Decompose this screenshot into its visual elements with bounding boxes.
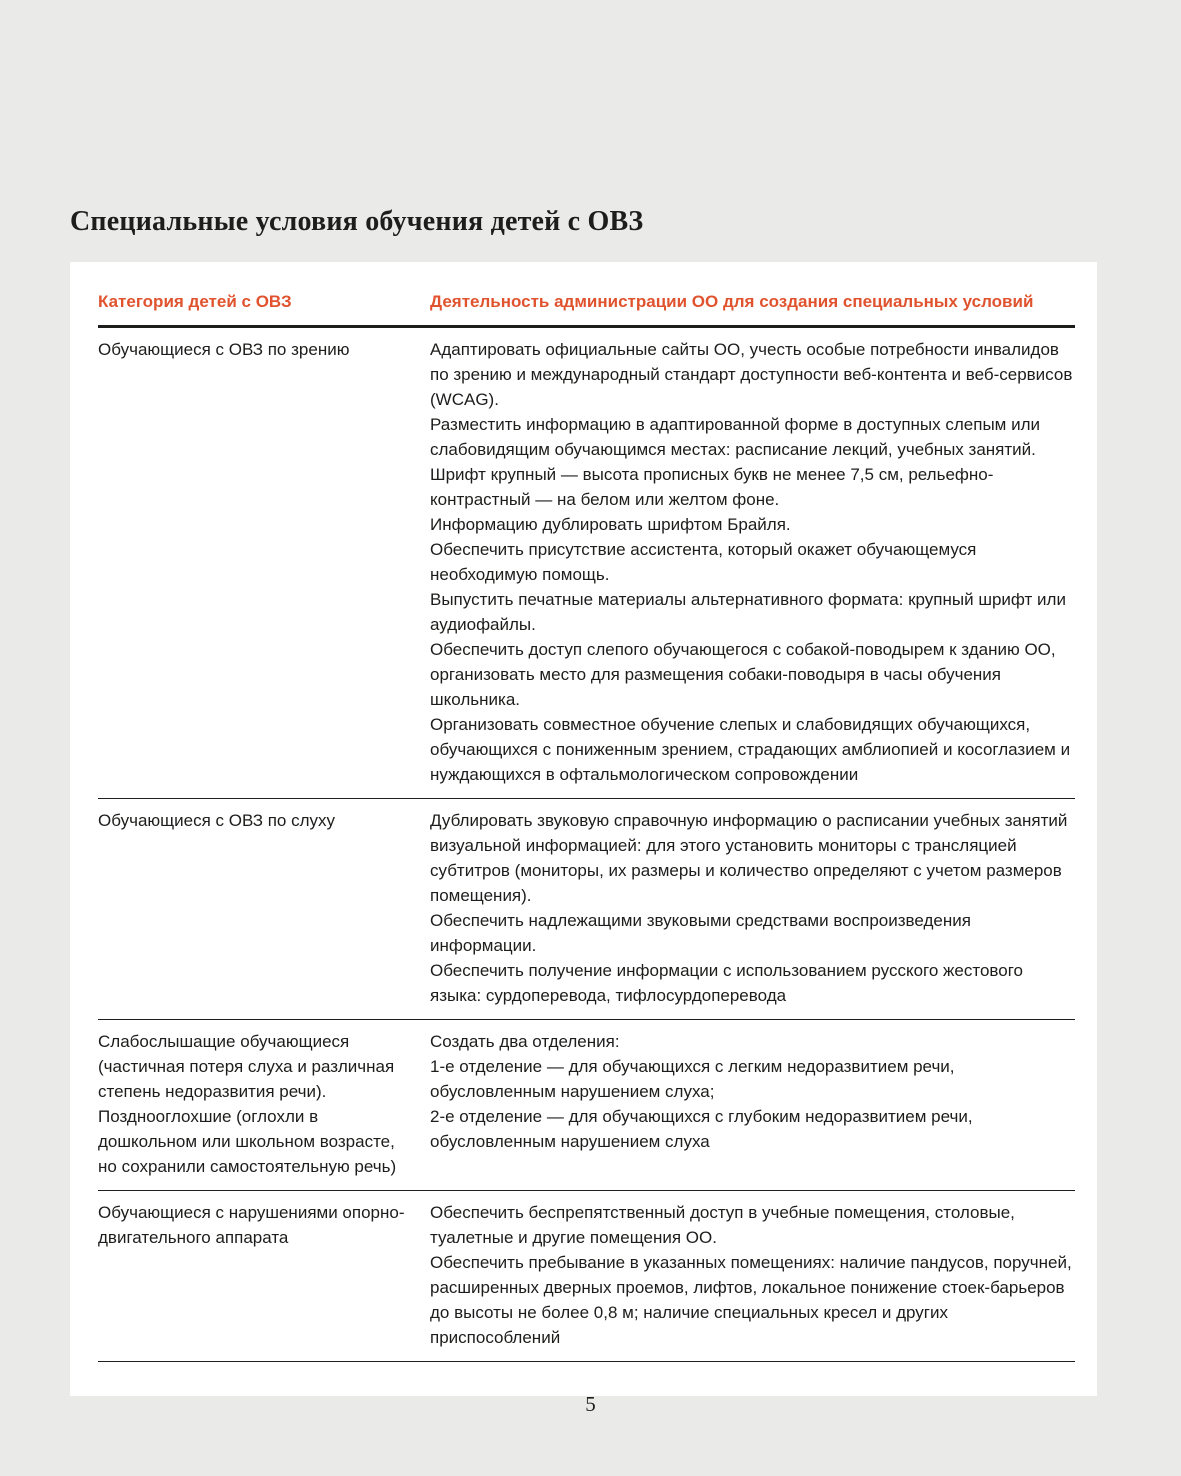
- action-item: Разместить информацию в адаптированной форме в доступных слепым или слабовидящим обучающимся местах: расписание лекций, учебных занятий.: [430, 415, 1040, 459]
- actions-cell: [430, 1191, 1075, 1362]
- action-item: Информацию дублировать шрифтом Брайля.: [430, 515, 791, 534]
- category-text: Позднооглохшие (оглохли в дошкольном или школьном возрасте, но сохранили самостоятельную речь): [98, 1107, 397, 1176]
- action-item: Шрифт крупный — высота прописных букв не менее 7,5 см, рельефно-контрастный — на белом или желтом фоне.: [430, 465, 994, 509]
- table-row: [98, 1020, 1075, 1191]
- action-item: Организовать совместное обучение слепых и слабовидящих обучающихся, обучающихся с пониженным зрением, страдающих амблиопией и косоглазием и нуждающихся в офтальмологическом сопровождении: [430, 715, 1071, 784]
- table-header-row: [98, 288, 1075, 327]
- table-row: [98, 1191, 1075, 1362]
- page-number: 5: [585, 1392, 596, 1416]
- category-cell: [98, 327, 430, 799]
- action-item: Адаптировать официальные сайты ОО, учесть особые потребности инвалидов по зрению и международный стандарт доступности веб-контента и веб-сервисов (WCAG).: [430, 340, 1073, 409]
- action-item: 1-е отделение — для обучающихся с легким недоразвитием речи, обусловленным нарушением слуха;: [430, 1057, 955, 1101]
- category-text: Обучающиеся с ОВЗ по слуху: [98, 811, 336, 830]
- table-header-category: Категория детей с ОВЗ: [98, 288, 430, 327]
- table-header-actions: Деятельность администрации ОО для создания специальных условий: [430, 288, 1075, 327]
- action-item: 2-е отделение — для обучающихся с глубоким недоразвитием речи, обусловленным нарушением слуха: [430, 1107, 973, 1151]
- table-row: [98, 799, 1075, 1020]
- special-conditions-table: [98, 288, 1075, 1362]
- category-text: Обучающиеся с нарушениями опорно-двигательного аппарата: [98, 1203, 405, 1247]
- actions-cell: [430, 327, 1075, 799]
- table-body: [98, 327, 1075, 1362]
- action-item: Обеспечить пребывание в указанных помещениях: наличие пандусов, поручней, расширенных дверных проемов, лифтов, локальное понижение стоек-барьеров до высоты не более 0,8 м; наличие специальных кресел и других приспособлений: [430, 1253, 1072, 1347]
- action-item: Обеспечить доступ слепого обучающегося с собакой-поводырем к зданию ОО, организовать место для размещения собаки-поводыря в часы обучения школьника.: [430, 640, 1056, 709]
- actions-cell: [430, 1020, 1075, 1191]
- action-item: Выпустить печатные материалы альтернативного формата: крупный шрифт или аудиофайлы.: [430, 590, 1066, 634]
- category-text: Обучающиеся с ОВЗ по зрению: [98, 340, 350, 359]
- action-item: Обеспечить получение информации с использованием русского жестового языка: сурдоперевода, тифлосурдоперевода: [430, 961, 1023, 1005]
- table-card: [70, 262, 1097, 1396]
- action-item: Дублировать звуковую справочную информацию о расписании учебных занятий визуальной информацией: для этого установить мониторы с трансляцией субтитров (мониторы, их размеры и количество определяют с учетом размеров помещения).: [430, 811, 1068, 905]
- actions-cell: [430, 799, 1075, 1020]
- action-item: Обеспечить присутствие ассистента, который окажет обучающемуся необходимую помощь.: [430, 540, 977, 584]
- table-row: [98, 327, 1075, 799]
- category-cell: [98, 1020, 430, 1191]
- page-title: Специальные условия обучения детей с ОВЗ: [70, 206, 644, 237]
- action-item: Обеспечить беспрепятственный доступ в учебные помещения, столовые, туалетные и другие помещения ОО.: [430, 1203, 1015, 1247]
- category-text: Слабослышащие обучающиеся (частичная потеря слуха и различная степень недоразвития речи).: [98, 1032, 395, 1101]
- action-item: Создать два отделения:: [430, 1032, 620, 1051]
- category-cell: [98, 1191, 430, 1362]
- category-cell: [98, 799, 430, 1020]
- action-item: Обеспечить надлежащими звуковыми средствами воспроизведения информации.: [430, 911, 971, 955]
